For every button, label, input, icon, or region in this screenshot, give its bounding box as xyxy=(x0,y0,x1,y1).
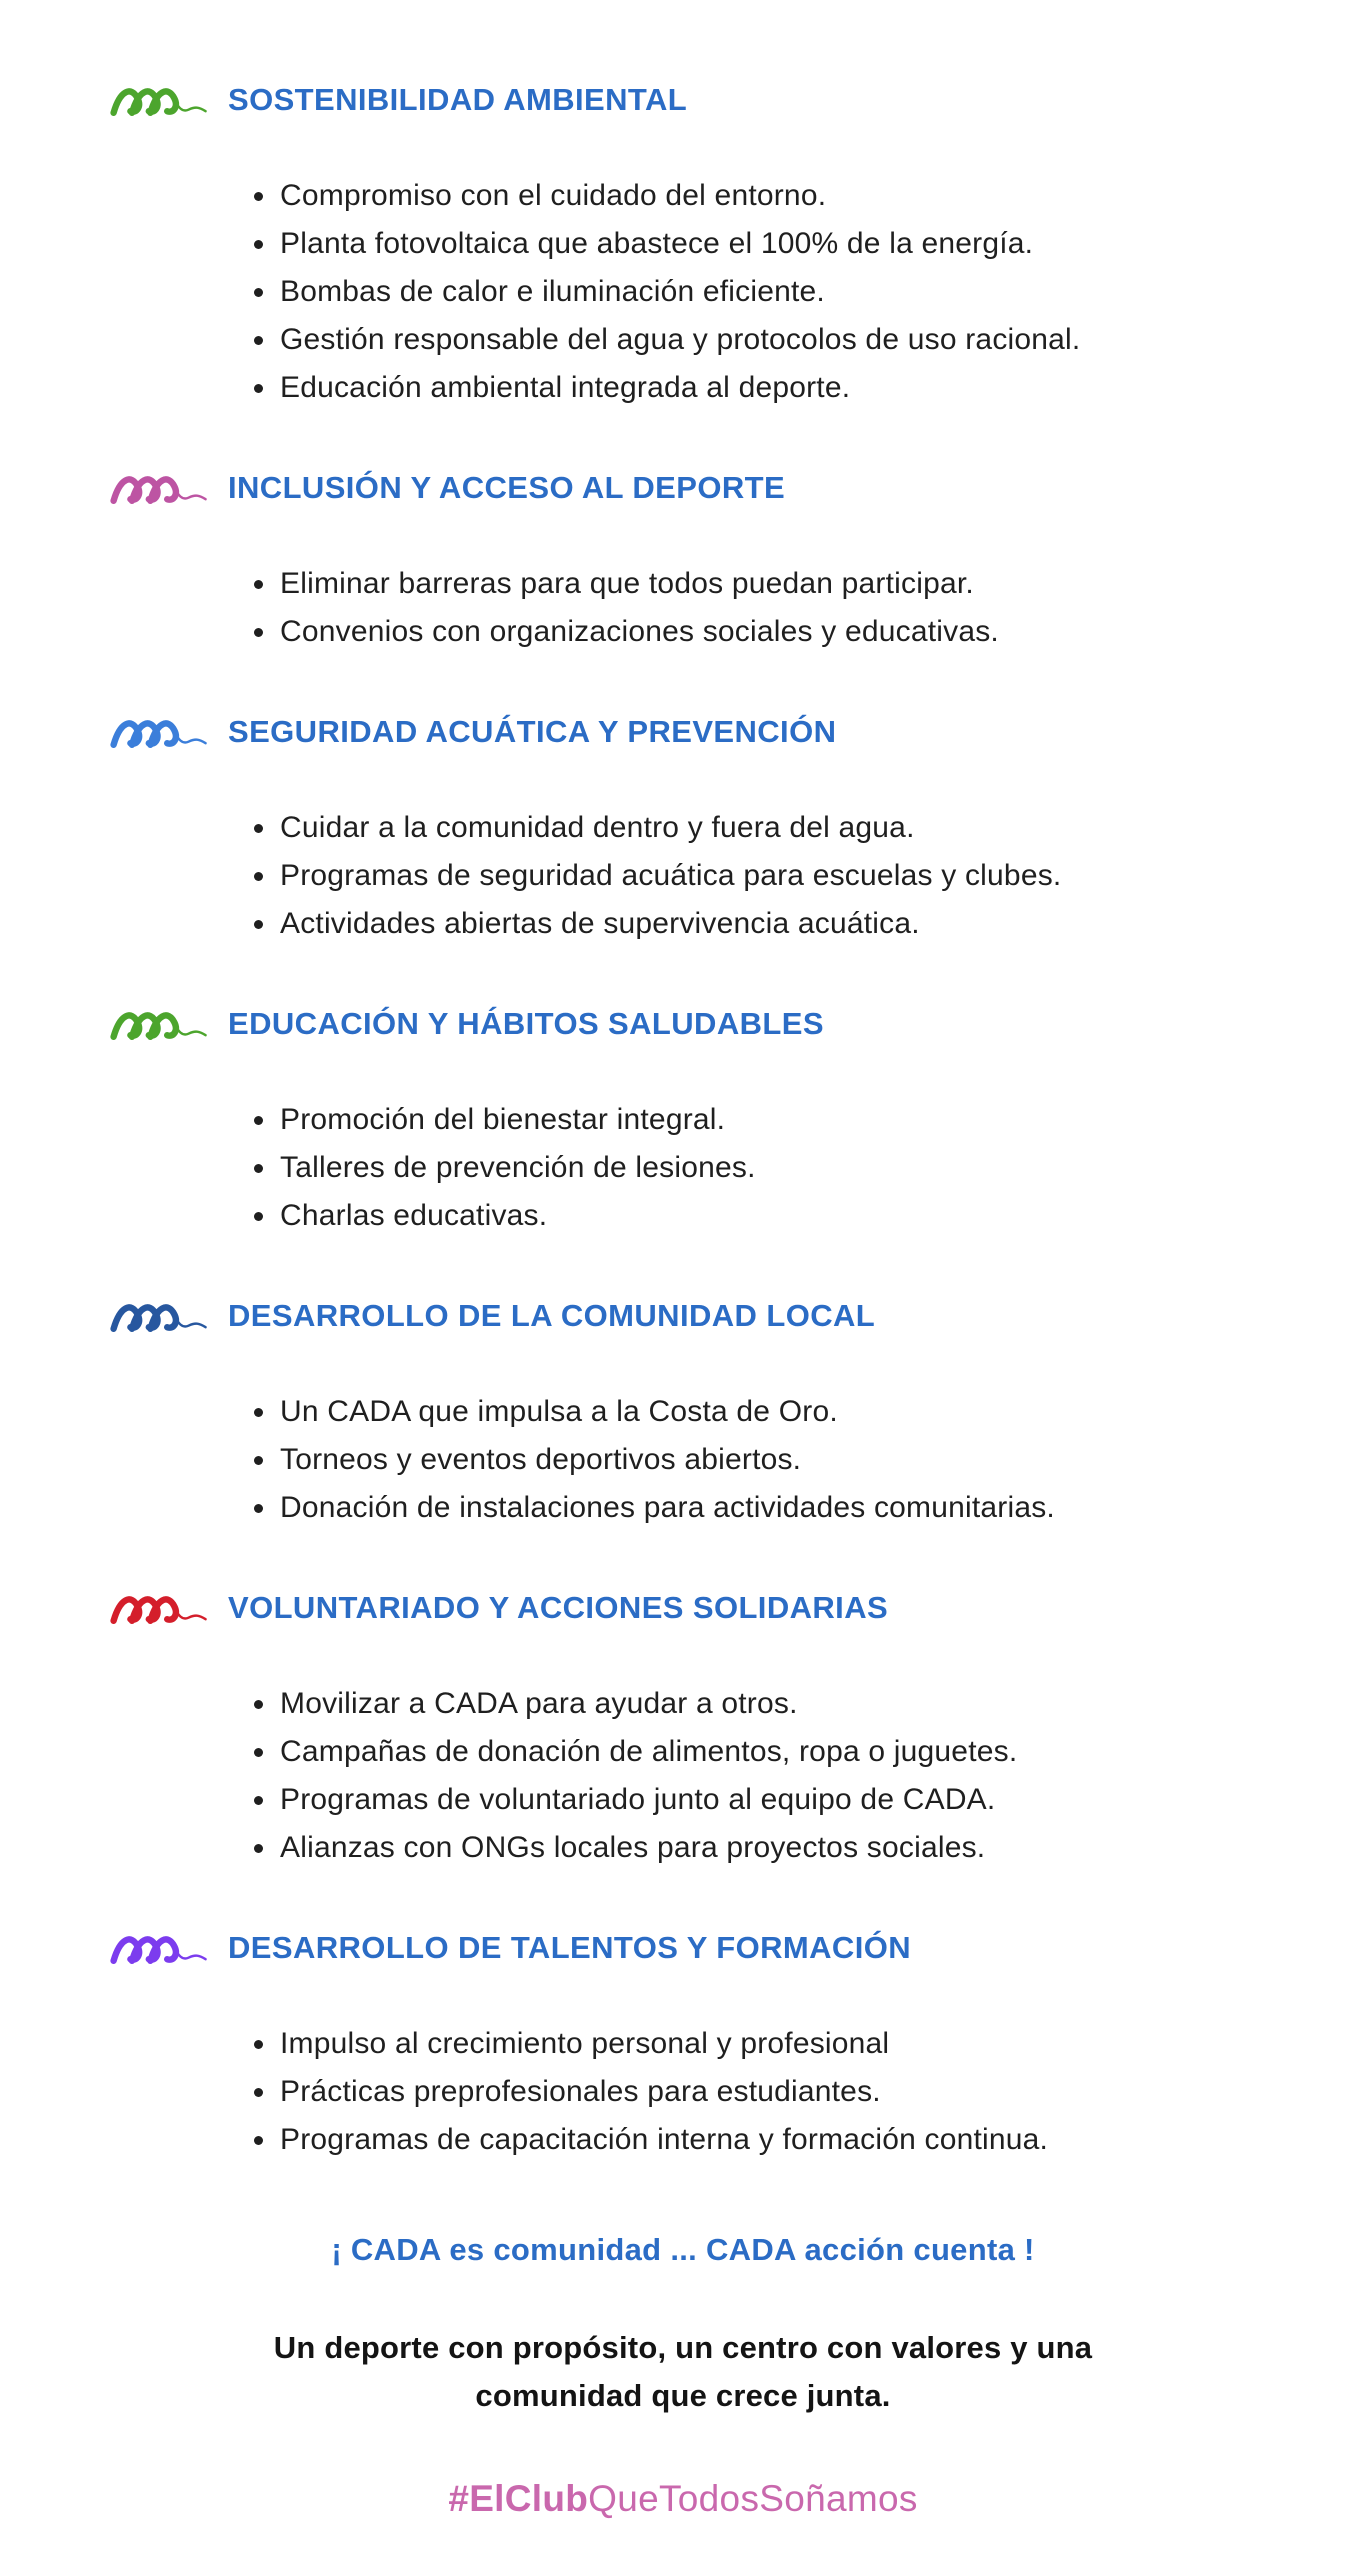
closing-slogan: ¡ CADA es comunidad ... CADA acción cuenta ! xyxy=(331,2232,1035,2267)
hashtag-bold-part: #ElClub xyxy=(448,2478,589,2519)
bullet-item: Compromiso con el cuidado del entorno. xyxy=(250,172,1366,220)
section-bullet-list xyxy=(250,1096,1366,1240)
section-title: SEGURIDAD ACUÁTICA Y PREVENCIÓN xyxy=(228,714,837,749)
bullet-item: Eliminar barreras para que todos puedan participar. xyxy=(250,560,1366,608)
section-header xyxy=(108,1926,1366,1970)
closing-message-line-1: Un deporte con propósito, un centro con valores y una xyxy=(273,2330,1093,2365)
value-section xyxy=(0,78,1366,412)
section-title: SOSTENIBILIDAD AMBIENTAL xyxy=(228,82,688,117)
hashtag xyxy=(0,2476,1366,2522)
bullet-item: Prácticas preprofesionales para estudiantes. xyxy=(250,2068,1366,2116)
bullet-item: Movilizar a CADA para ayudar a otros. xyxy=(250,1680,1366,1728)
section-title: DESARROLLO DE TALENTOS Y FORMACIÓN xyxy=(228,1930,912,1965)
bullet-item: Planta fotovoltaica que abastece el 100% de la energía. xyxy=(250,220,1366,268)
bullet-item: Un CADA que impulsa a la Costa de Oro. xyxy=(250,1388,1366,1436)
bullet-item: Gestión responsable del agua y protocolos de uso racional. xyxy=(250,316,1366,364)
wave-icon xyxy=(108,1293,212,1339)
wave-icon xyxy=(108,465,212,511)
value-section xyxy=(0,710,1366,948)
section-title: DESARROLLO DE LA COMUNIDAD LOCAL xyxy=(228,1298,876,1333)
section-header xyxy=(108,78,1366,122)
footer xyxy=(0,2230,1366,2522)
bullet-item: Campañas de donación de alimentos, ropa o juguetes. xyxy=(250,1728,1366,1776)
bullet-item: Programas de capacitación interna y formación continua. xyxy=(250,2116,1366,2164)
bullet-item: Educación ambiental integrada al deporte. xyxy=(250,364,1366,412)
bullet-item: Programas de voluntariado junto al equipo de CADA. xyxy=(250,1776,1366,1824)
bullet-item: Cuidar a la comunidad dentro y fuera del agua. xyxy=(250,804,1366,852)
bullet-item: Actividades abiertas de supervivencia acuática. xyxy=(250,900,1366,948)
section-title: INCLUSIÓN Y ACCESO AL DEPORTE xyxy=(228,470,786,505)
bullet-item: Talleres de prevención de lesiones. xyxy=(250,1144,1366,1192)
value-section xyxy=(0,1294,1366,1532)
section-bullet-list xyxy=(250,804,1366,948)
section-header xyxy=(108,1002,1366,1046)
section-bullet-list xyxy=(250,560,1366,656)
bullet-item: Programas de seguridad acuática para escuelas y clubes. xyxy=(250,852,1366,900)
section-header xyxy=(108,1586,1366,1630)
section-title: EDUCACIÓN Y HÁBITOS SALUDABLES xyxy=(228,1006,824,1041)
value-section xyxy=(0,1002,1366,1240)
hashtag-rest-part: QueTodosSoñamos xyxy=(588,2478,918,2519)
bullet-item: Bombas de calor e iluminación eficiente. xyxy=(250,268,1366,316)
bullet-item: Charlas educativas. xyxy=(250,1192,1366,1240)
section-bullet-list xyxy=(250,2020,1366,2164)
bullet-item: Donación de instalaciones para actividades comunitarias. xyxy=(250,1484,1366,1532)
section-bullet-list xyxy=(250,1388,1366,1532)
wave-icon xyxy=(108,1001,212,1047)
section-header xyxy=(108,1294,1366,1338)
wave-icon xyxy=(108,709,212,755)
bullet-item: Promoción del bienestar integral. xyxy=(250,1096,1366,1144)
closing-message-line-2: comunidad que crece junta. xyxy=(475,2378,891,2413)
bullet-item: Alianzas con ONGs locales para proyectos sociales. xyxy=(250,1824,1366,1872)
section-bullet-list xyxy=(250,1680,1366,1872)
section-header xyxy=(108,466,1366,510)
closing-message xyxy=(0,2324,1366,2420)
sections xyxy=(0,78,1366,2164)
wave-icon xyxy=(108,77,212,123)
bullet-item: Torneos y eventos deportivos abiertos. xyxy=(250,1436,1366,1484)
section-header xyxy=(108,710,1366,754)
value-section xyxy=(0,1586,1366,1872)
section-title: VOLUNTARIADO Y ACCIONES SOLIDARIAS xyxy=(228,1590,889,1625)
value-section xyxy=(0,1926,1366,2164)
wave-icon xyxy=(108,1585,212,1631)
wave-icon xyxy=(108,1925,212,1971)
bullet-item: Impulso al crecimiento personal y profesional xyxy=(250,2020,1366,2068)
section-bullet-list xyxy=(250,172,1366,412)
bullet-item: Convenios con organizaciones sociales y educativas. xyxy=(250,608,1366,656)
value-section xyxy=(0,466,1366,656)
